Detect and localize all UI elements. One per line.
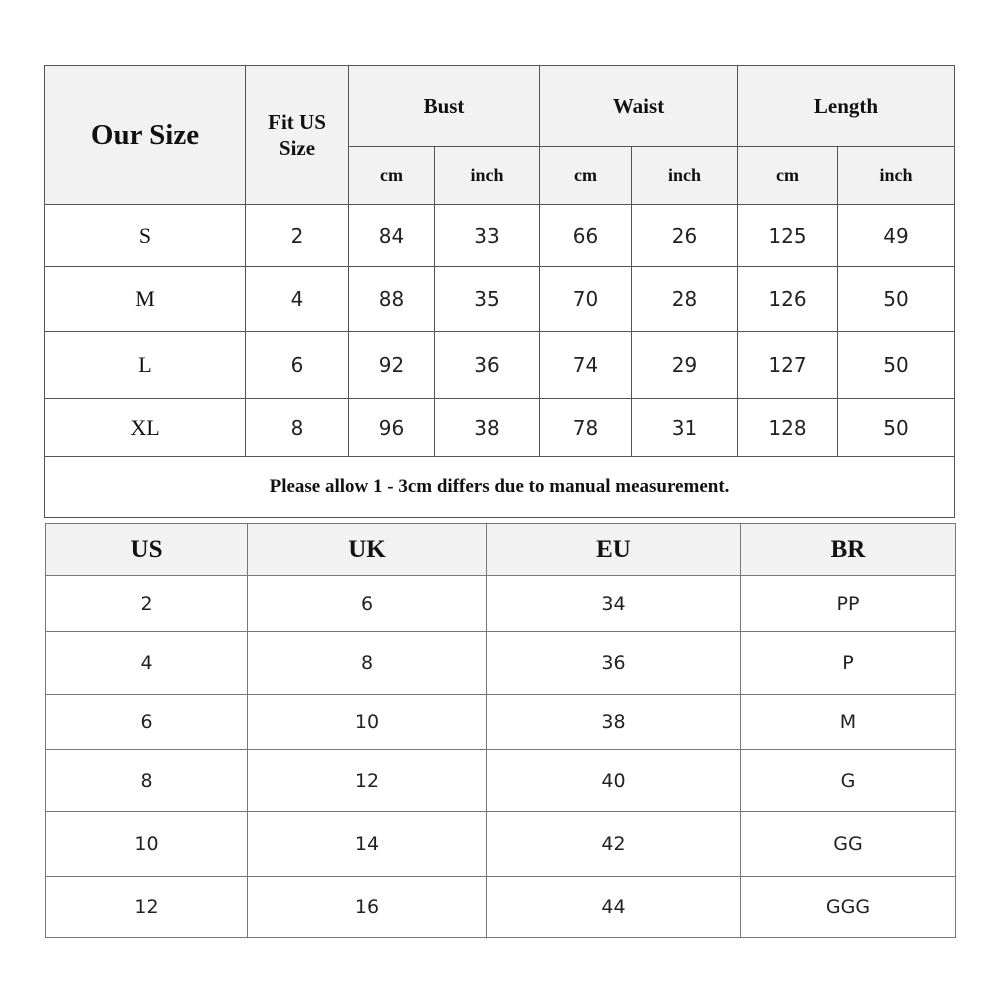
uk-cell: 14 [248,812,487,877]
uk-cell: 10 [248,695,487,750]
us-size-cell: 4 [246,267,349,332]
size-cell: S [45,205,246,267]
waist-cm-cell: 74 [540,332,632,399]
table-row [45,399,955,457]
length-cm-header: cm [738,147,838,205]
us-cell: 12 [46,877,248,938]
size-cell: M [45,267,246,332]
waist-inch-cell: 31 [632,399,738,457]
eu-cell: 42 [487,812,741,877]
table-row [45,205,955,267]
waist-inch-cell: 28 [632,267,738,332]
length-inch-cell: 49 [838,205,955,267]
length-cm-cell: 125 [738,205,838,267]
our-size-header: Our Size [45,66,246,205]
waist-inch-cell: 29 [632,332,738,399]
br-cell: GGG [741,877,956,938]
waist-cm-cell: 78 [540,399,632,457]
bust-inch-cell: 33 [435,205,540,267]
length-cm-cell: 128 [738,399,838,457]
bust-inch-cell: 35 [435,267,540,332]
br-header: BR [741,524,956,576]
eu-cell: 40 [487,750,741,812]
table-row [45,332,955,399]
us-cell: 2 [46,576,248,632]
waist-cm-cell: 66 [540,205,632,267]
length-cm-cell: 126 [738,267,838,332]
table-row [46,750,956,812]
br-cell: M [741,695,956,750]
br-cell: P [741,632,956,695]
table-row [46,877,956,938]
bust-inch-header: inch [435,147,540,205]
uk-cell: 6 [248,576,487,632]
table-row [45,267,955,332]
us-cell: 8 [46,750,248,812]
table-row [46,695,956,750]
br-cell: PP [741,576,956,632]
eu-cell: 44 [487,877,741,938]
bust-cm-cell: 96 [349,399,435,457]
us-size-cell: 8 [246,399,349,457]
uk-header: UK [248,524,487,576]
size-cell: XL [45,399,246,457]
eu-cell: 38 [487,695,741,750]
fit-us-line2: Size [278,136,316,160]
table-row [46,812,956,877]
bust-inch-cell: 38 [435,399,540,457]
bust-cm-cell: 92 [349,332,435,399]
length-inch-cell: 50 [838,332,955,399]
us-cell: 6 [46,695,248,750]
us-size-cell: 2 [246,205,349,267]
size-cell: L [45,332,246,399]
us-size-cell: 6 [246,332,349,399]
table-row [46,632,956,695]
fit-us-line1: Fit US [268,110,326,134]
uk-cell: 16 [248,877,487,938]
fit-us-size-header [246,66,349,205]
br-cell: GG [741,812,956,877]
us-header: US [46,524,248,576]
eu-cell: 36 [487,632,741,695]
table-row [46,576,956,632]
length-inch-header: inch [838,147,955,205]
measurement-note: Please allow 1 - 3cm differs due to manual measurement. [45,457,955,518]
bust-cm-cell: 88 [349,267,435,332]
eu-header: EU [487,524,741,576]
uk-cell: 8 [248,632,487,695]
length-cm-cell: 127 [738,332,838,399]
size-conversion-table [45,523,956,938]
uk-cell: 12 [248,750,487,812]
bust-header: Bust [349,66,540,147]
bust-cm-header: cm [349,147,435,205]
bust-cm-cell: 84 [349,205,435,267]
length-header: Length [738,66,955,147]
length-inch-cell: 50 [838,399,955,457]
waist-cm-header: cm [540,147,632,205]
waist-cm-cell: 70 [540,267,632,332]
bust-inch-cell: 36 [435,332,540,399]
eu-cell: 34 [487,576,741,632]
br-cell: G [741,750,956,812]
us-cell: 10 [46,812,248,877]
waist-inch-header: inch [632,147,738,205]
length-inch-cell: 50 [838,267,955,332]
us-cell: 4 [46,632,248,695]
waist-header: Waist [540,66,738,147]
size-chart-table [44,65,955,518]
waist-inch-cell: 26 [632,205,738,267]
